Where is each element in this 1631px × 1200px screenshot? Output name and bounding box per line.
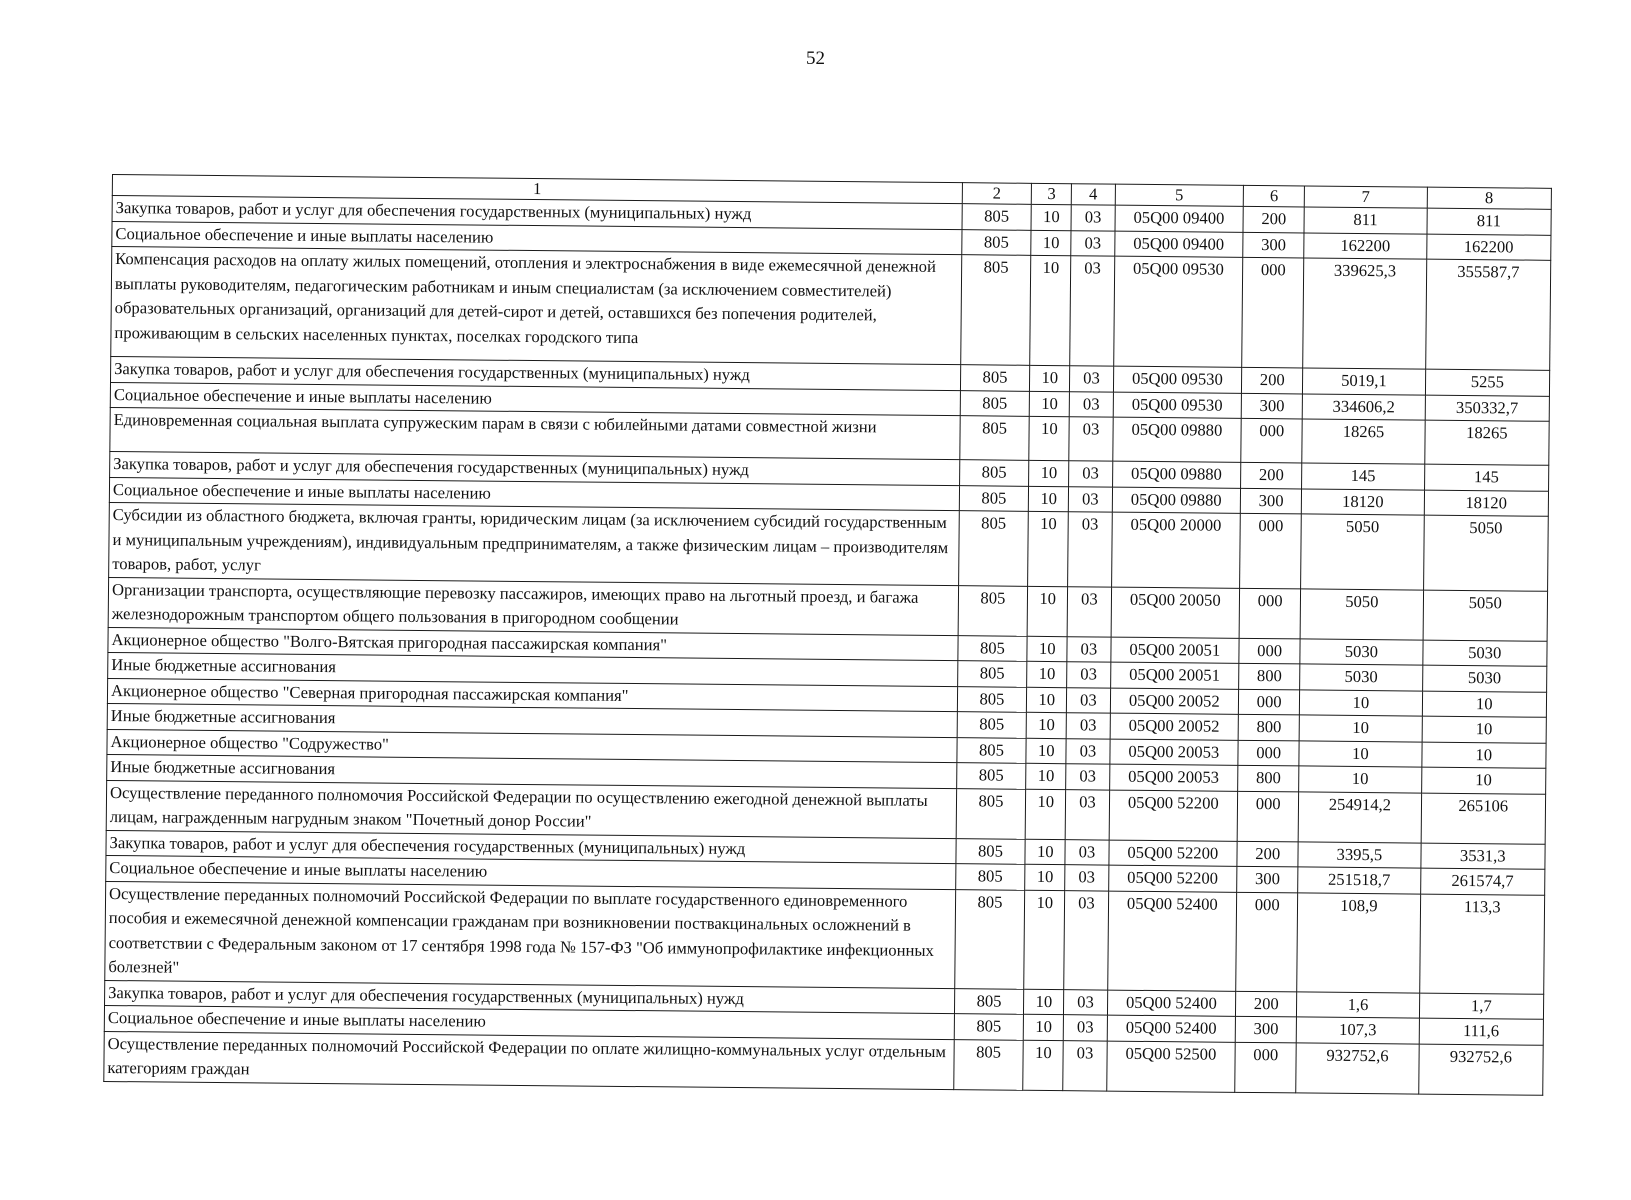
code-cell: 805 bbox=[954, 1014, 1024, 1040]
section-cell: 10 bbox=[1029, 391, 1069, 417]
subsection-cell: 03 bbox=[1069, 417, 1113, 461]
name-cell: Социальное обеспечение и иные выплаты населению bbox=[110, 382, 960, 416]
name-cell: Социальное обеспечение и иные выплаты населению bbox=[104, 1005, 954, 1039]
table-row bbox=[109, 502, 1549, 590]
amount-cell: 18120 bbox=[1302, 488, 1425, 515]
section-cell: 10 bbox=[1026, 763, 1066, 789]
expense-type-cell: 000 bbox=[1239, 638, 1300, 664]
amount-cell: 3531,3 bbox=[1420, 843, 1545, 870]
code-cell: 805 bbox=[959, 485, 1029, 511]
name-cell: Социальное обеспечение и иные выплаты населению bbox=[112, 221, 962, 255]
code-cell: 805 bbox=[954, 889, 1025, 989]
code-cell: 805 bbox=[957, 712, 1027, 738]
section-cell: 10 bbox=[1030, 255, 1071, 365]
amount-cell: 932752,6 bbox=[1296, 1042, 1419, 1093]
amount-cell: 5255 bbox=[1425, 369, 1550, 396]
name-cell: Осуществление переданных полномочий Российской Федерации по оплате жилищно-коммунальных услуг отдельным категориям граждан bbox=[104, 1031, 954, 1089]
expense-type-cell: 300 bbox=[1240, 488, 1301, 514]
expense-type-cell: 000 bbox=[1242, 257, 1304, 368]
budget-table bbox=[103, 174, 1552, 1095]
subsection-cell: 03 bbox=[1070, 391, 1113, 417]
expense-type-cell: 000 bbox=[1241, 418, 1303, 463]
subsection-cell: 03 bbox=[1063, 1040, 1107, 1090]
amount-cell: 5050 bbox=[1300, 588, 1423, 639]
name-cell: Акционерное общество "Волго-Вятская пригородная пассажирская компания" bbox=[108, 627, 958, 661]
amount-cell: 5019,1 bbox=[1303, 368, 1426, 395]
amount-cell: 254914,2 bbox=[1298, 791, 1421, 842]
target-article-cell: 05Q00 20051 bbox=[1110, 637, 1239, 664]
target-article-cell: 05Q00 09530 bbox=[1113, 392, 1242, 419]
expense-type-cell: 200 bbox=[1241, 462, 1302, 488]
code-cell: 805 bbox=[959, 416, 1029, 461]
amount-cell: 145 bbox=[1424, 464, 1549, 491]
subsection-cell: 03 bbox=[1065, 865, 1108, 891]
amount-cell: 1,7 bbox=[1419, 993, 1544, 1020]
subsection-cell: 03 bbox=[1064, 1015, 1107, 1041]
target-article-cell: 05Q00 52400 bbox=[1107, 891, 1237, 991]
target-article-cell: 05Q00 20051 bbox=[1110, 662, 1239, 689]
amount-cell: 5030 bbox=[1300, 638, 1423, 665]
subsection-cell: 03 bbox=[1066, 713, 1109, 739]
subsection-cell: 03 bbox=[1067, 586, 1111, 636]
code-cell: 805 bbox=[958, 585, 1028, 636]
code-cell: 805 bbox=[957, 661, 1027, 687]
amount-cell: 10 bbox=[1422, 691, 1547, 718]
table-row bbox=[111, 247, 1551, 371]
amount-cell: 111,6 bbox=[1419, 1018, 1544, 1045]
subsection-cell: 03 bbox=[1071, 230, 1114, 256]
code-cell: 805 bbox=[957, 686, 1027, 712]
code-cell: 805 bbox=[956, 788, 1026, 839]
name-cell: Закупка товаров, работ и услуг для обеспечения государственных (муниципальных) нужд bbox=[105, 980, 955, 1014]
expense-type-cell: 000 bbox=[1240, 513, 1302, 588]
code-cell: 805 bbox=[957, 737, 1027, 763]
amount-cell: 251518,7 bbox=[1298, 867, 1421, 894]
amount-cell: 5030 bbox=[1422, 665, 1547, 692]
name-cell: Осуществление переданного полномочия Российской Федерации по осуществлению ежегодной денежной выплаты лицам, награжденным нагрудным знаком "Почетный донор России" bbox=[106, 780, 956, 838]
header-cell: 5 bbox=[1115, 184, 1244, 206]
target-article-cell: 05Q00 20053 bbox=[1109, 764, 1238, 791]
target-article-cell: 05Q00 52200 bbox=[1109, 790, 1238, 841]
target-article-cell: 05Q00 09880 bbox=[1112, 417, 1241, 462]
section-cell: 10 bbox=[1026, 712, 1066, 738]
subsection-cell: 03 bbox=[1064, 989, 1107, 1015]
name-cell: Закупка товаров, работ и услуг для обеспечения государственных (муниципальных) нужд bbox=[106, 830, 956, 864]
section-cell: 10 bbox=[1027, 636, 1067, 662]
amount-cell: 18265 bbox=[1424, 420, 1549, 465]
target-article-cell: 05Q00 52400 bbox=[1107, 1015, 1236, 1042]
name-cell: Компенсация расходов на оплату жилых помещений, отопления и электроснабжения в виде ежемесячной денежной выплаты руководителям, педагогическим работникам и иным специалистам (за исключением совместителей) образовательных организаций, организаций для детей-сирот и детей, оставшихся без попечения родителей, проживающим в сельских населенных пунктах, поселках городского типа bbox=[111, 247, 962, 365]
section-cell: 10 bbox=[1023, 1040, 1064, 1090]
code-cell: 805 bbox=[956, 763, 1026, 789]
expense-type-cell: 800 bbox=[1238, 714, 1299, 740]
amount-cell: 811 bbox=[1427, 208, 1552, 235]
expense-type-cell: 000 bbox=[1238, 740, 1299, 766]
amount-cell: 145 bbox=[1302, 463, 1425, 490]
expense-type-cell: 200 bbox=[1237, 841, 1298, 867]
target-article-cell: 05Q00 20052 bbox=[1110, 688, 1239, 715]
section-cell: 10 bbox=[1025, 864, 1065, 890]
section-cell: 10 bbox=[1029, 416, 1069, 460]
subsection-cell: 03 bbox=[1065, 839, 1108, 865]
code-cell: 805 bbox=[960, 390, 1030, 416]
section-cell: 10 bbox=[1024, 890, 1065, 989]
code-cell: 805 bbox=[958, 635, 1028, 661]
target-article-cell: 05Q00 20000 bbox=[1111, 512, 1240, 588]
subsection-cell: 03 bbox=[1066, 738, 1109, 764]
section-cell: 10 bbox=[1029, 486, 1069, 512]
amount-cell: 10 bbox=[1422, 716, 1547, 743]
target-article-cell: 05Q00 09880 bbox=[1112, 461, 1241, 488]
expense-type-cell: 300 bbox=[1243, 232, 1304, 258]
name-cell: Закупка товаров, работ и услуг для обеспечения государственных (муниципальных) нужд bbox=[110, 451, 960, 485]
expense-type-cell: 000 bbox=[1238, 689, 1299, 715]
header-cell: 3 bbox=[1032, 183, 1072, 204]
target-article-cell: 05Q00 52200 bbox=[1108, 840, 1237, 867]
subsection-cell: 03 bbox=[1070, 366, 1113, 392]
amount-cell: 107,3 bbox=[1296, 1017, 1419, 1044]
header-cell: 4 bbox=[1072, 184, 1115, 205]
amount-cell: 108,9 bbox=[1297, 892, 1420, 992]
table-body bbox=[104, 175, 1552, 1095]
code-cell: 805 bbox=[953, 1039, 1023, 1090]
subsection-cell: 03 bbox=[1069, 461, 1112, 487]
section-cell: 10 bbox=[1027, 586, 1068, 636]
code-cell: 805 bbox=[961, 229, 1031, 255]
subsection-cell: 03 bbox=[1064, 890, 1108, 989]
name-cell: Единовременная социальная выплата супружеским парам в связи с юбилейными датами совместной жизни bbox=[110, 407, 960, 459]
name-cell: Иные бюджетные ассигнования bbox=[107, 754, 957, 788]
section-cell: 10 bbox=[1030, 365, 1070, 391]
subsection-cell: 03 bbox=[1067, 636, 1110, 662]
page-number: 52 bbox=[806, 48, 825, 69]
amount-cell: 334606,2 bbox=[1302, 393, 1425, 420]
amount-cell: 1,6 bbox=[1297, 991, 1420, 1018]
expense-type-cell: 800 bbox=[1238, 765, 1299, 791]
amount-cell: 355587,7 bbox=[1425, 259, 1551, 370]
name-cell: Закупка товаров, работ и услуг для обеспечения государственных (муниципальных) нужд bbox=[111, 356, 961, 390]
expense-type-cell: 000 bbox=[1239, 588, 1301, 639]
amount-cell: 113,3 bbox=[1419, 894, 1544, 994]
amount-cell: 339625,3 bbox=[1303, 258, 1426, 369]
amount-cell: 350332,7 bbox=[1425, 395, 1550, 422]
expense-type-cell: 800 bbox=[1239, 663, 1300, 689]
header-cell: 8 bbox=[1427, 187, 1552, 209]
expense-type-cell: 300 bbox=[1241, 393, 1302, 419]
header-cell: 6 bbox=[1243, 185, 1304, 207]
name-cell: Иные бюджетные ассигнования bbox=[107, 703, 957, 737]
section-cell: 10 bbox=[1026, 738, 1066, 764]
subsection-cell: 03 bbox=[1068, 512, 1112, 587]
expense-type-cell: 000 bbox=[1235, 1042, 1297, 1093]
amount-cell: 10 bbox=[1421, 742, 1546, 769]
target-article-cell: 05Q00 09880 bbox=[1112, 487, 1241, 514]
amount-cell: 5030 bbox=[1422, 640, 1547, 667]
amount-cell: 162200 bbox=[1426, 234, 1551, 261]
amount-cell: 10 bbox=[1299, 715, 1422, 742]
expense-type-cell: 200 bbox=[1243, 206, 1304, 232]
subsection-cell: 03 bbox=[1070, 256, 1114, 366]
code-cell: 805 bbox=[956, 838, 1026, 864]
section-cell: 10 bbox=[1031, 230, 1071, 256]
code-cell: 805 bbox=[959, 460, 1029, 486]
budget-table-container bbox=[103, 174, 1552, 1095]
section-cell: 10 bbox=[1025, 839, 1065, 865]
amount-cell: 5050 bbox=[1423, 515, 1548, 591]
header-cell: 7 bbox=[1305, 186, 1427, 208]
name-cell: Организации транспорта, осуществляющие перевозку пассажиров, имеющих право на льготный проезд, и багажа железнодорожным транспортом общего пользования в пригородном сообщении bbox=[108, 577, 958, 635]
expense-type-cell: 200 bbox=[1236, 991, 1297, 1017]
section-cell: 10 bbox=[1024, 989, 1064, 1015]
amount-cell: 811 bbox=[1304, 207, 1427, 234]
target-article-cell: 05Q00 20053 bbox=[1109, 739, 1238, 766]
expense-type-cell: 000 bbox=[1237, 791, 1299, 842]
amount-cell: 18265 bbox=[1302, 419, 1425, 464]
target-article-cell: 05Q00 20052 bbox=[1110, 713, 1239, 740]
name-cell: Субсидии из областного бюджета, включая гранты, юридическим лицам (за исключением субсидий государственным и муниципальным учреждениям), индивидуальным предпринимателям, а также физическим лицам – производителям товаров, работ, услуг bbox=[109, 502, 959, 585]
subsection-cell: 03 bbox=[1067, 662, 1110, 688]
expense-type-cell: 200 bbox=[1242, 367, 1303, 393]
amount-cell: 5050 bbox=[1423, 590, 1548, 641]
subsection-cell: 03 bbox=[1065, 789, 1109, 839]
table-row bbox=[105, 881, 1545, 994]
section-cell: 10 bbox=[1031, 204, 1071, 230]
amount-cell: 5050 bbox=[1301, 514, 1424, 590]
section-cell: 10 bbox=[1028, 511, 1069, 586]
code-cell: 805 bbox=[955, 864, 1025, 890]
amount-cell: 10 bbox=[1300, 689, 1423, 716]
code-cell: 805 bbox=[954, 988, 1024, 1014]
target-article-cell: 05Q00 09530 bbox=[1113, 366, 1242, 393]
amount-cell: 10 bbox=[1421, 767, 1546, 794]
target-article-cell: 05Q00 52200 bbox=[1108, 865, 1237, 892]
code-cell: 805 bbox=[962, 204, 1032, 230]
target-article-cell: 05Q00 52400 bbox=[1107, 990, 1236, 1017]
amount-cell: 10 bbox=[1299, 766, 1422, 793]
target-article-cell: 05Q00 52500 bbox=[1106, 1041, 1235, 1092]
subsection-cell: 03 bbox=[1069, 486, 1112, 512]
section-cell: 10 bbox=[1027, 687, 1067, 713]
name-cell: Социальное обеспечение и иные выплаты населению bbox=[109, 477, 959, 511]
code-cell: 805 bbox=[960, 365, 1030, 391]
amount-cell: 18120 bbox=[1424, 490, 1549, 517]
section-cell: 10 bbox=[1027, 661, 1067, 687]
subsection-cell: 03 bbox=[1066, 764, 1109, 790]
subsection-cell: 03 bbox=[1067, 687, 1110, 713]
name-cell: Иные бюджетные ассигнования bbox=[108, 652, 958, 686]
name-cell: Акционерное общество "Содружество" bbox=[107, 729, 957, 763]
name-cell: Акционерное общество "Северная пригородная пассажирская компания" bbox=[107, 678, 957, 712]
target-article-cell: 05Q00 09400 bbox=[1114, 231, 1243, 258]
amount-cell: 265106 bbox=[1421, 793, 1546, 844]
target-article-cell: 05Q00 09400 bbox=[1115, 205, 1244, 232]
section-cell: 10 bbox=[1023, 1014, 1063, 1040]
name-cell: Закупка товаров, работ и услуг для обеспечения государственных (муниципальных) нужд bbox=[112, 196, 962, 230]
expense-type-cell: 300 bbox=[1237, 866, 1298, 892]
amount-cell: 261574,7 bbox=[1420, 868, 1545, 895]
name-cell: Осуществление переданных полномочий Российской Федерации по выплате государственного единовременного пособия и ежемесячной денежной компенсации гражданам при возникновении поствакцинальных осложнений в соответствии с Федеральным законом от 17 сентября 1998 года № 157-ФЗ "Об иммунопрофилактике инфекционных болезней" bbox=[105, 881, 956, 988]
code-cell: 805 bbox=[958, 511, 1028, 586]
amount-cell: 10 bbox=[1299, 740, 1422, 767]
section-cell: 10 bbox=[1029, 460, 1069, 486]
expense-type-cell: 000 bbox=[1236, 892, 1298, 992]
name-cell: Социальное обеспечение и иные выплаты населению bbox=[106, 855, 956, 889]
header-cell: 2 bbox=[962, 183, 1032, 205]
target-article-cell: 05Q00 20050 bbox=[1111, 587, 1240, 638]
amount-cell: 932752,6 bbox=[1418, 1044, 1543, 1095]
amount-cell: 162200 bbox=[1304, 232, 1427, 259]
code-cell: 805 bbox=[960, 255, 1031, 366]
section-cell: 10 bbox=[1025, 789, 1066, 839]
expense-type-cell: 300 bbox=[1235, 1016, 1296, 1042]
header-cell: 1 bbox=[112, 175, 962, 204]
subsection-cell: 03 bbox=[1071, 205, 1114, 231]
target-article-cell: 05Q00 09530 bbox=[1113, 256, 1243, 367]
amount-cell: 5030 bbox=[1300, 664, 1423, 691]
amount-cell: 3395,5 bbox=[1298, 841, 1421, 868]
